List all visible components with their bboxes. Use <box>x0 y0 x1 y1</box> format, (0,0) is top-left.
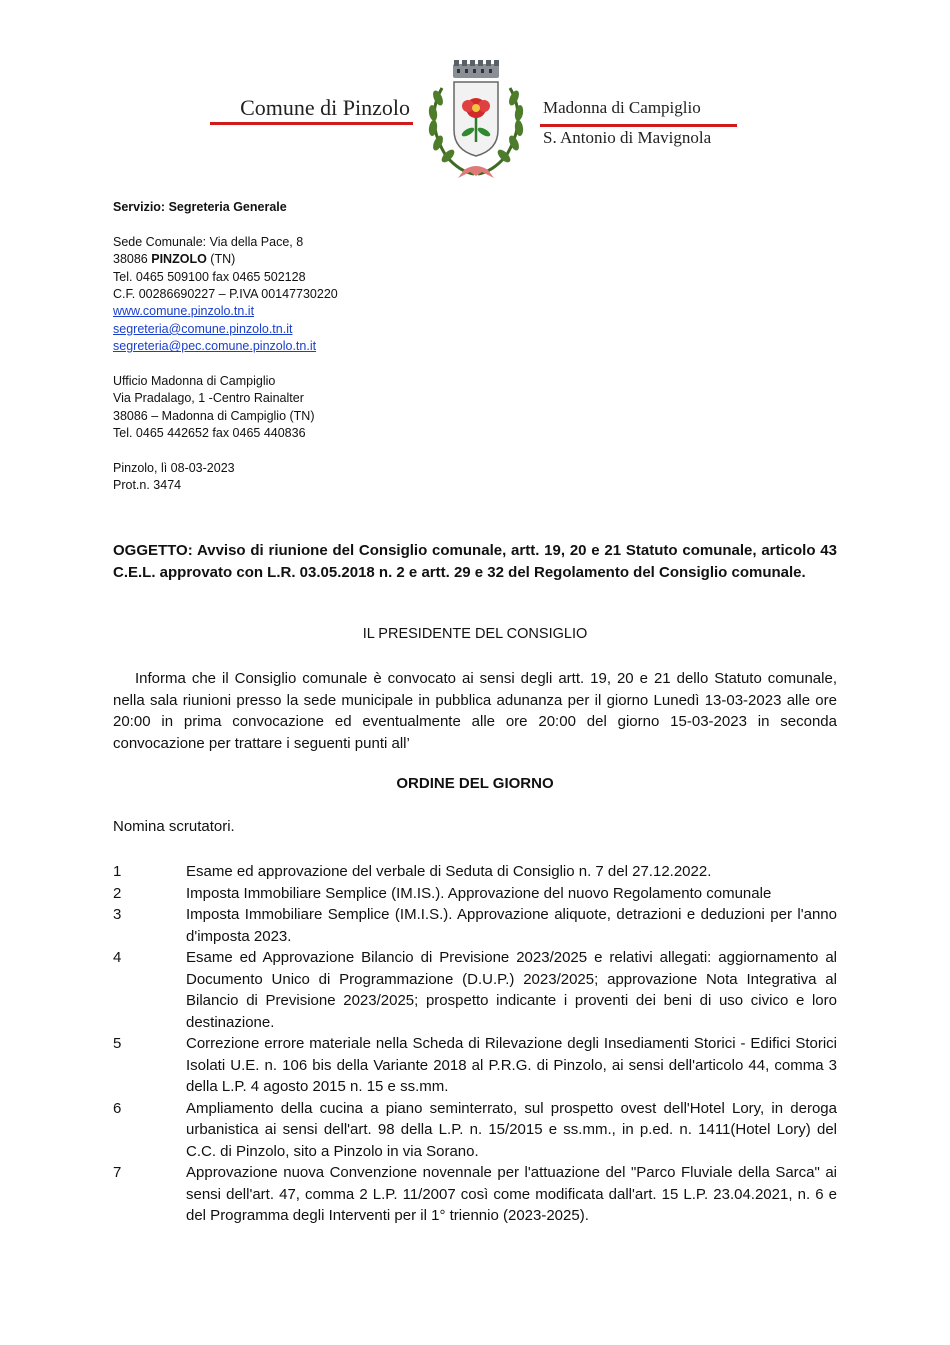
website-link[interactable]: www.comune.pinzolo.tn.it <box>113 304 255 319</box>
agenda-item-text: Approvazione nuova Convenzione novennale per l'attuazione del "Parco Fluviale della Sarca" ai sensi dell'art. 47, comma 2 L.P. 11/2007 così come modificata dall'art. 15 L.P. 23.04.2021, n. 6 e del Programma degli Interventi per il 1° triennio (2023-2025). <box>186 1164 837 1224</box>
agenda-item-text: Esame ed Approvazione Bilancio di Previsione 2023/2025 e relativi allegati: aggiornamento al Documento Unico di Programmazione (D.U.P.) 2023/2025; approvazione Nota Integrativa al Bilancio di Previsione 2023/2025; prospetto indicante i proventi dei beni di uso civico e loro destinazione. <box>186 949 837 1031</box>
service-name: Servizio: Segreteria Generale <box>113 200 287 214</box>
header-rule-left <box>210 122 413 125</box>
office-address: Via Pradalago, 1 -Centro Rainalter <box>113 391 304 406</box>
frazione-mavignola: S. Antonio di Mavignola <box>543 128 712 147</box>
agenda-item-text: Ampliamento della cucina a piano seminterrato, sul prospetto ovest dell'Hotel Lory, in deroga urbanistica ai sensi dell'art. 98 della L.P. n. 15/2015 e ss.mm., in p.ed. n. 1411(Hotel Lory) del C.C. di Pinzolo, sito a Pinzolo in via Sorano. <box>186 1099 837 1160</box>
agenda-list <box>113 861 837 1227</box>
agenda-item <box>113 1033 837 1098</box>
agenda-item-number: 4 <box>113 949 122 966</box>
office-name: Ufficio Madonna di Campiglio <box>113 374 276 389</box>
president-heading: IL PRESIDENTE DEL CONSIGLIO <box>362 626 588 642</box>
place-date: Pinzolo, lì 08-03-2023 <box>113 461 235 476</box>
sender-block <box>113 199 338 495</box>
agenda-preamble: Nomina scrutatori. <box>113 818 235 835</box>
agenda-item-number: 7 <box>113 1164 122 1181</box>
tax-line: C.F. 00286690227 – P.IVA 00147730220 <box>113 287 338 302</box>
agenda-item <box>113 883 837 905</box>
office-phone: Tel. 0465 442652 fax 0465 440836 <box>113 426 306 441</box>
convocation-paragraph: Informa che il Consiglio comunale è convocato ai sensi degli artt. 19, 20 e 21 dello Statuto comunale, nella sala riunioni presso la sede municipale in pubblica adunanza per il giorno Lunedì 13-03-2023 alle ore 20:00 in prima convocazione ed eventualmente alle ore 20:00 del giorno 15-03-2023 in seconda convocazione per trattare i seguenti punti all’ <box>113 670 837 752</box>
agenda-title: ORDINE DEL GIORNO <box>396 775 554 792</box>
agenda-item <box>113 947 837 1033</box>
city-name: PINZOLO <box>151 252 207 267</box>
agenda-item-text: Correzione errore materiale nella Scheda di Rilevazione degli Insediamenti Storici - Edifici Storici Isolati U.E. n. 106 bis della Variante 2018 al P.R.G. di Pinzolo, ai sensi dell'articolo 44, comma 3 della L.P. 4 agosto 2015 n. 15 e ss.mm. <box>186 1035 837 1095</box>
city-line <box>113 251 338 268</box>
address-line: Sede Comunale: Via della Pace, 8 <box>113 234 304 249</box>
agenda-item-number: 5 <box>113 1035 122 1052</box>
agenda-item-number: 1 <box>113 863 122 880</box>
agenda-item-text: Esame ed approvazione del verbale di Seduta di Consiglio n. 7 del 27.12.2022. <box>186 863 712 880</box>
agenda-item-number: 2 <box>113 884 122 902</box>
agenda-item <box>113 861 837 883</box>
agenda-item <box>113 904 837 947</box>
agenda-item-number: 6 <box>113 1099 122 1117</box>
phone-line: Tel. 0465 509100 fax 0465 502128 <box>113 269 306 284</box>
agenda-item-text: Imposta Immobiliare Semplice (IM.IS.). Approvazione del nuovo Regolamento comunale <box>186 884 772 902</box>
municipal-crest-icon <box>420 58 532 180</box>
email-link[interactable]: segreteria@comune.pinzolo.tn.it <box>113 321 293 336</box>
agenda-item <box>113 1162 837 1227</box>
province: (TN) <box>210 252 236 267</box>
agenda-item-number: 3 <box>113 906 122 923</box>
subject-paragraph: OGGETTO: Avviso di riunione del Consiglio comunale, artt. 19, 20 e 21 Statuto comunale, articolo 43 C.E.L. approvato con L.R. 03.05.2018 n. 2 e artt. 29 e 32 del Regolamento del Consiglio comunale. <box>113 542 837 581</box>
frazione-madonna-campiglio: Madonna di Campiglio <box>543 98 701 117</box>
office-city: 38086 – Madonna di Campiglio (TN) <box>113 408 315 423</box>
protocol-number: Prot.n. 3474 <box>113 478 182 493</box>
cap: 38086 <box>113 252 148 267</box>
agenda-item <box>113 1098 837 1163</box>
agenda-item-text: Imposta Immobiliare Semplice (IM.I.S.). Approvazione aliquote, detrazioni e deduzioni per l'anno d'imposta 2023. <box>186 906 837 945</box>
pec-link[interactable]: segreteria@pec.comune.pinzolo.tn.it <box>113 339 317 354</box>
header-rule-right <box>540 124 737 127</box>
municipality-name: Comune di Pinzolo <box>240 95 410 120</box>
